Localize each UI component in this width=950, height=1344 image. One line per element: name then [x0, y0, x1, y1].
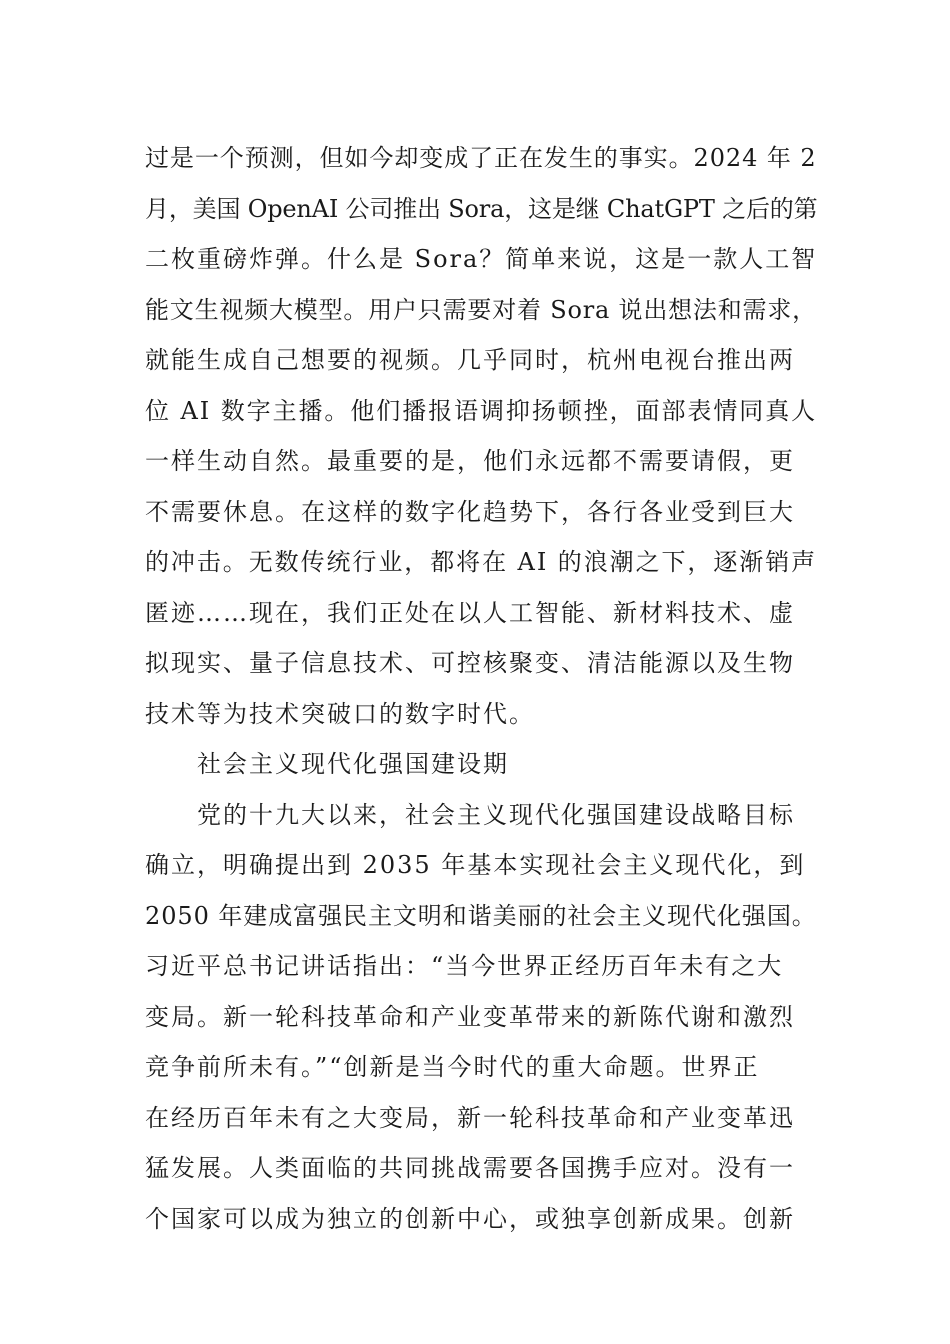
section-heading: 社会主义现代化强国建设期	[197, 750, 509, 778]
text-line: 的冲击。无数传统行业，都将在 AI 的浪潮之下，逐渐销声	[145, 548, 818, 576]
text-line: 确立，明确提出到 2035 年基本实现社会主义现代化，到	[145, 851, 806, 879]
text-line: 匿迹……现在，我们正处在以人工智能、新材料技术、虚	[145, 598, 795, 627]
text-line: 二枚重磅炸弹。什么是 Sora？简单来说，这是一款人工智	[145, 245, 818, 273]
text-line: 拟现实、量子信息技术、可控核聚变、清洁能源以及生物	[145, 649, 795, 677]
text-line: 月，美国 OpenAI 公司推出 Sora，这是继 ChatGPT 之后的第	[145, 194, 818, 223]
text-line: 技术等为技术突破口的数字时代。	[145, 699, 535, 728]
text-line: 在经历百年未有之大变局，新一轮科技革命和产业变革迅	[145, 1103, 795, 1132]
text-line: 习近平总书记讲话指出：“当今世界正经历百年未有之大	[145, 952, 784, 980]
text-line: 一样生动自然。最重要的是，他们永远都不需要请假，更	[145, 447, 795, 475]
text-line: 竞争前所未有。”“创新是当今时代的重大命题。世界正	[145, 1053, 760, 1081]
text-line: 不需要休息。在这样的数字化趋势下，各行各业受到巨大	[145, 497, 795, 526]
text-line: 个国家可以成为独立的创新中心，或独享创新成果。创新	[145, 1204, 795, 1233]
text-line: 变局。新一轮科技革命和产业变革带来的新陈代谢和激烈	[145, 1002, 795, 1031]
text-line: 就能生成自己想要的视频。几乎同时，杭州电视台推出两	[145, 346, 795, 374]
body-text	[145, 133, 818, 1244]
text-line: 2050 年建成富强民主文明和谐美丽的社会主义现代化强国。	[145, 901, 817, 930]
text-line: 位 AI 数字主播。他们播报语调抑扬顿挫，面部表情同真人	[145, 396, 818, 425]
paragraph-first-line: 党的十九大以来，社会主义现代化强国建设战略目标	[197, 800, 795, 829]
text-line: 能文生视频大模型。用户只需要对着 Sora 说出想法和需求，	[145, 295, 817, 324]
text-line: 过是一个预测，但如今却变成了正在发生的事实。2024 年 2	[145, 144, 817, 172]
text-line: 猛发展。人类面临的共同挑战需要各国携手应对。没有一	[145, 1154, 795, 1182]
